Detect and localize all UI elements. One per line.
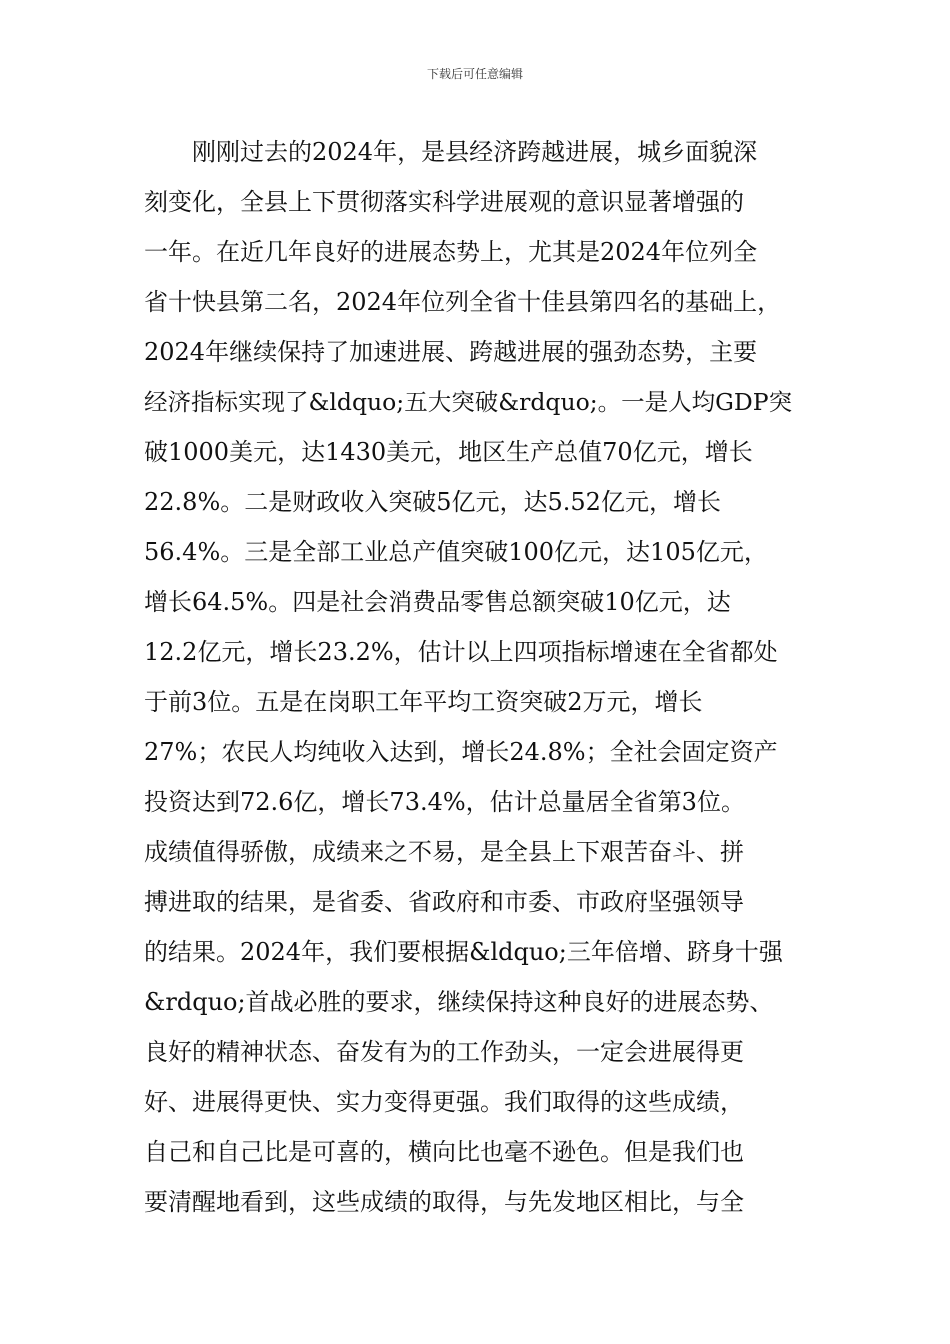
paragraph-line: 自己和自己比是可喜的，横向比也毫不逊色。但是我们也 <box>144 1138 744 1166</box>
paragraph-line: 好、进展得更快、实力变得更强。我们取得的这些成绩， <box>144 1088 744 1116</box>
paragraph-line: 省十快县第二名，2024年位列全省十佳县第四名的基础上， <box>144 288 782 316</box>
paragraph-line: 22.8%。二是财政收入突破5亿元，达5.52亿元，增长 <box>144 488 721 516</box>
paragraph-line: 良好的精神状态、奋发有为的工作劲头，一定会进展得更 <box>144 1038 744 1066</box>
paragraph-line: 投资达到72.6亿，增长73.4%，估计总量居全省第3位。 <box>144 788 745 816</box>
page-header: 下载后可任意编辑 <box>426 67 523 81</box>
paragraph-line: 刚刚过去的2024年，是县经济跨越进展，城乡面貌深 <box>192 138 758 166</box>
paragraph-line: 12.2亿元，增长23.2%，估计以上四项指标增速在全省都处 <box>144 638 778 666</box>
paragraph-line: 56.4%。三是全部工业总产值突破100亿元，达105亿元， <box>144 538 768 566</box>
paragraph-line: 增长64.5%。四是社会消费品零售总额突破10亿元，达 <box>144 588 731 616</box>
paragraph-line: 一年。在近几年良好的进展态势上，尤其是2024年位列全 <box>144 238 758 266</box>
paragraph-line: 刻变化，全县上下贯彻落实科学进展观的意识显著增强的 <box>144 188 744 216</box>
body-paragraph <box>144 127 804 1227</box>
paragraph-line: 要清醒地看到，这些成绩的取得，与先发地区相比，与全 <box>144 1188 744 1216</box>
paragraph-line: 成绩值得骄傲，成绩来之不易，是全县上下艰苦奋斗、拼 <box>144 838 744 866</box>
paragraph-line: 破1000美元，达1430美元，地区生产总值70亿元，增长 <box>144 438 753 466</box>
paragraph-line: &rdquo;首战必胜的要求，继续保持这种良好的进展态势、 <box>144 988 774 1016</box>
paragraph-line: 于前3位。五是在岗职工年平均工资突破2万元，增长 <box>144 688 703 716</box>
paragraph-line: 经济指标实现了&ldquo;五大突破&rdquo;。一是人均GDP突 <box>144 388 793 416</box>
paragraph-line: 的结果。2024年，我们要根据&ldquo;三年倍增、跻身十强 <box>144 938 783 966</box>
paragraph-line: 搏进取的结果，是省委、省政府和市委、市政府坚强领导 <box>144 888 744 916</box>
paragraph-line: 27%；农民人均纯收入达到，增长24.8%；全社会固定资产 <box>144 738 778 766</box>
paragraph-line: 2024年继续保持了加速进展、跨越进展的强劲态势，主要 <box>144 338 758 366</box>
